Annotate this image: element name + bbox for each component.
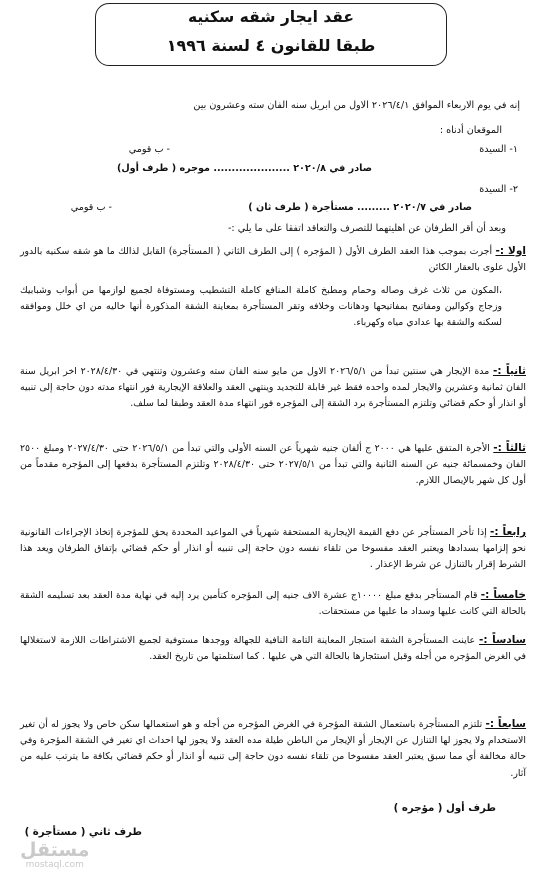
clause-2-label: ثانياً :- — [492, 365, 526, 377]
clause-1-text-2: ،المكون من ثلاث غرف وصاله وحمام ومطبخ كاملة المنافع كاملة التشطيب ومستوفاة لجميع لوازمها من أبواب وشبابيك وزجاج وكوالين ومفاتيح بمفاتيحها ودهانات وخلافه وتقر المستأجرة بمعاينة الشقة المذكورة أنها خاليه من اي خلل وموافقه لسكنه والشقة بها عدادي مياه وكهرباء. — [20, 285, 502, 329]
intro-line-1: إنه في يوم الاربعاء الموافق ٢٠٢٦/٤/١ الاول من ابريل سنه الفان سته وعشرون بين — [193, 100, 520, 111]
clause-6 — [20, 632, 526, 665]
party1-issued: صادر في ٢٠٢٠/٨ ..................... موجره ( طرف أول) — [116, 163, 372, 174]
contract-title: عقد ايجار شقه سكنيه — [187, 8, 355, 26]
clause-1-text: أجرت بموجب هذا العقد الطرف الأول ( المؤجره ) إلى الطرف الثاني ( المستأجرة) القابل لذالك ما هو شقه سكنيه بالدور الأول علوى بالعقار الكائن — [20, 246, 526, 274]
watermark — [20, 840, 90, 870]
clause-6-text: عاينت المستأجرة الشقة استجار المعاينة التامة النافية للجهالة ووجدها مستوفية لجميع الاشتراطات اللازمة لاستغلالها في الغرض المؤجره من أجله وقبل استئجارها بالحالة التي هي عليها . كما استلمتها من تاريخ العقد. — [20, 635, 526, 663]
clause-3 — [20, 440, 526, 490]
intro-line-2: الموقعان أدناه : — [439, 125, 502, 136]
signature-party-2: طرف ثاني ( مستأجرة ) — [24, 827, 142, 838]
contract-subtitle: طبقا للقانون ٤ لسنة ١٩٩٦ — [166, 36, 376, 55]
signature-party-1: طرف أول ( مؤجره ) — [393, 803, 496, 814]
clause-1-label: اولا :- — [495, 245, 527, 257]
clause-7 — [20, 716, 526, 782]
clause-7-text: تلتزم المستأجرة باستعمال الشقة المؤجرة في الغرض المؤجره من أجله و هو استعمالها سكن خاص ولا يجوز له أن تغير الاستخدام ولا يجوز لها التنازل عن الإيجار أو الإيجار من الباطن طيلة مده العقد ولا يجوز لها احداث اي تغير في الشقة المؤجرة وفي حالة مخالفة أي مما سبق يعتبر العقد مفسوخا من تلقاء نفسه دون حاجة إلى تنبيه أو انذار أو حكم قضائي بكافة ما يترتب عليه من آثار. — [20, 719, 526, 779]
clause-2-text: مدة الإيجار هي سنتين تبدأ من ٢٠٢٦/٥/١ الاول من مايو سنه الفان سته وعشرون وتنتهي في ٢٠٢٨/٤/٣٠ اخر ابريل سنة الفان ثمانية وعشرين والايجار لمده واحده فقط غير قابلة للتجديد وينتهي العقد والعلاقة الإيجارية فور انتهاء مدته دون حاجة إلى تنبيه أو انذار أو حكم قضائي وتلتزم المستأجرة برد الشقة إلى المؤجره فور انتهاء مدة العقد وطبقا لما سلف. — [20, 366, 526, 410]
title-box — [95, 3, 447, 66]
clause-4 — [20, 524, 526, 574]
party2-issued: صادر في ٢٠٢٠/٧ ......... مستأجرة ( طرف ثان ) — [248, 202, 472, 213]
clause-1 — [20, 243, 526, 276]
clause-7-label: سابعاً :- — [485, 718, 527, 730]
clause-3-text: الأجرة المتفق عليها هي ٢٠٠٠ ج ألفان جنيه شهرياً عن السنه الأولى والتي تبدأ من ٢٠٢٦/٥/١ حتى ٢٠٢٧/٤/٣٠ ومبلغ ٢٥٠٠ الفان وخمسمائة جنيه عن السنه الثانية والتي تبدأ من ٢٠٢٧/٥/١ حتى ٢٠٢٨/٤/٣٠ وتلتزم المستأجرة بدفعها إلى المؤجره مقدماً من أول كل شهر بالإيصال اللازم. — [20, 443, 526, 487]
clause-2 — [20, 363, 526, 413]
party2-national-id: - ب قومي — [70, 202, 112, 213]
clause-6-label: سادساً :- — [479, 634, 527, 646]
clause-4-text: إذا تأخر المستأجر عن دفع القيمة الإيجارية المستحقة شهرياً في المواعيد المحددة يحق للمؤجرة إتخاذ الإجراءات القانونية نحو إلزامها بسدادها ويعتبر العقد مفسوخا من تلقاء نفسه دون حاجة إلى تنبيه أو انذار أو حكم قضائي بإتفاق الطرفان ويعد هذا الشرط إقرار بالتنازل عن شرط الإعذار . — [20, 527, 526, 571]
clause-5-text: قام المستأجر بدفع مبلغ ١٠٠٠٠ج عشرة الاف جنيه إلى المؤجره كتأمين يرد إليه في نهاية مدة العقد بعد تسليمه الشقة بالحالة التي كانت عليها وسداد ما عليها من مستحقات. — [20, 590, 526, 618]
party2-label: ٢- السيدة — [479, 184, 518, 195]
clause-4-label: رابعاً :- — [490, 526, 526, 538]
clause-1-continued — [20, 283, 526, 332]
clause-5 — [20, 587, 526, 620]
watermark-url: mostaql.com — [25, 860, 84, 870]
clause-3-label: ثالثاً :- — [493, 442, 526, 454]
clause-5-label: خامساً :- — [480, 589, 526, 601]
party1-national-id: - ب قومي — [128, 144, 170, 155]
watermark-logo: مستقل — [20, 839, 90, 861]
agreement-line: وبعد أن أقر الطرفان عن اهليتهما للتصرف والتعاقد اتفقا على ما يلي :- — [227, 223, 506, 234]
party1-label: ١- السيدة — [479, 144, 518, 155]
